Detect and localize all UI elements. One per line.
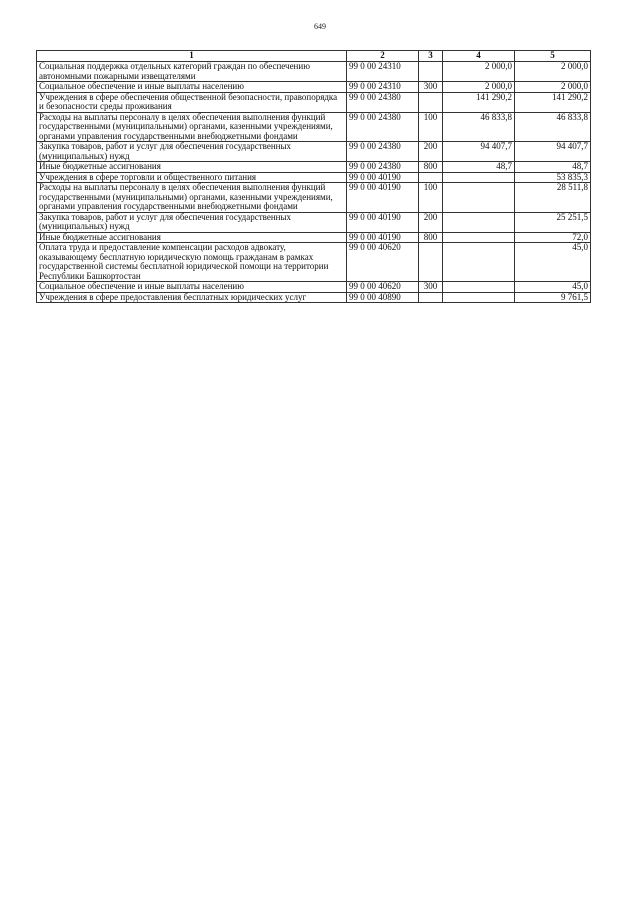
row-code: 99 0 00 24380 (347, 142, 419, 162)
row-type (419, 292, 443, 303)
table-row (37, 92, 591, 112)
table-row (37, 282, 591, 293)
table-header-row (37, 51, 591, 62)
column-header: 5 (515, 51, 591, 62)
row-value-5: 45,0 (515, 243, 591, 282)
table-row (37, 183, 591, 213)
column-header: 2 (347, 51, 419, 62)
table-row (37, 112, 591, 142)
row-code: 99 0 00 40190 (347, 212, 419, 232)
row-type: 300 (419, 282, 443, 293)
row-name: Учреждения в сфере торговли и общественного питания (37, 172, 347, 183)
row-type (419, 92, 443, 112)
row-code: 99 0 00 24380 (347, 92, 419, 112)
row-code: 99 0 00 24310 (347, 62, 419, 82)
row-value-4 (443, 243, 515, 282)
column-header: 4 (443, 51, 515, 62)
table-row (37, 142, 591, 162)
row-code: 99 0 00 40190 (347, 183, 419, 213)
row-value-5: 2 000,0 (515, 62, 591, 82)
row-code: 99 0 00 24380 (347, 162, 419, 173)
column-header: 3 (419, 51, 443, 62)
row-name: Иные бюджетные ассигнования (37, 162, 347, 173)
row-code: 99 0 00 40190 (347, 172, 419, 183)
row-value-4: 94 407,7 (443, 142, 515, 162)
row-name: Учреждения в сфере обеспечения общественной безопасности, правопорядка и безопасности среды проживания (37, 92, 347, 112)
row-value-4 (443, 282, 515, 293)
row-type (419, 62, 443, 82)
row-type (419, 243, 443, 282)
row-value-5: 72,0 (515, 232, 591, 243)
row-value-4: 2 000,0 (443, 62, 515, 82)
row-name: Учреждения в сфере предоставления бесплатных юридических услуг (37, 292, 347, 303)
row-value-5: 45,0 (515, 282, 591, 293)
row-type: 100 (419, 183, 443, 213)
row-type: 200 (419, 142, 443, 162)
row-value-4 (443, 232, 515, 243)
table-row (37, 62, 591, 82)
row-value-5: 9 761,5 (515, 292, 591, 303)
table-row (37, 172, 591, 183)
row-value-4 (443, 212, 515, 232)
row-name: Социальное обеспечение и иные выплаты населению (37, 82, 347, 93)
row-name: Расходы на выплаты персоналу в целях обеспечения выполнения функций государственными (муниципальными) органами, казенными учреждениями, органами управления государственными внебюджетными фондами (37, 183, 347, 213)
row-value-4: 48,7 (443, 162, 515, 173)
row-value-5: 2 000,0 (515, 82, 591, 93)
row-code: 99 0 00 24380 (347, 112, 419, 142)
row-value-4: 46 833,8 (443, 112, 515, 142)
row-name: Социальная поддержка отдельных категорий граждан по обеспечению автономными пожарными извещателями (37, 62, 347, 82)
table-row (37, 292, 591, 303)
row-value-5: 48,7 (515, 162, 591, 173)
budget-table (36, 50, 591, 303)
table-row (37, 243, 591, 282)
row-code: 99 0 00 40620 (347, 282, 419, 293)
row-code: 99 0 00 24310 (347, 82, 419, 93)
row-code: 99 0 00 40890 (347, 292, 419, 303)
row-value-5: 25 251,5 (515, 212, 591, 232)
row-value-5: 94 407,7 (515, 142, 591, 162)
row-name: Иные бюджетные ассигнования (37, 232, 347, 243)
row-value-5: 141 290,2 (515, 92, 591, 112)
row-value-5: 46 833,8 (515, 112, 591, 142)
row-code: 99 0 00 40620 (347, 243, 419, 282)
row-value-4 (443, 183, 515, 213)
row-type: 100 (419, 112, 443, 142)
row-name: Оплата труда и предоставление компенсации расходов адвокату, оказывающему бесплатную юридическую помощь гражданам в рамках государственной системы бесплатной юридической помощи на территории Республики Башкортостан (37, 243, 347, 282)
table-row (37, 232, 591, 243)
row-type (419, 172, 443, 183)
row-value-5: 28 511,8 (515, 183, 591, 213)
table-row (37, 212, 591, 232)
row-type: 300 (419, 82, 443, 93)
row-value-4: 141 290,2 (443, 92, 515, 112)
table-row (37, 162, 591, 173)
row-name: Расходы на выплаты персоналу в целях обеспечения выполнения функций государственными (муниципальными) органами, казенными учреждениями, органами управления государственными внебюджетными фондами (37, 112, 347, 142)
row-name: Социальное обеспечение и иные выплаты населению (37, 282, 347, 293)
row-type: 200 (419, 212, 443, 232)
row-type: 800 (419, 162, 443, 173)
row-value-5: 53 835,3 (515, 172, 591, 183)
column-header: 1 (37, 51, 347, 62)
row-name: Закупка товаров, работ и услуг для обеспечения государственных (муниципальных) нужд (37, 212, 347, 232)
row-code: 99 0 00 40190 (347, 232, 419, 243)
table-row (37, 82, 591, 93)
row-type: 800 (419, 232, 443, 243)
row-value-4 (443, 292, 515, 303)
page-number: 649 (314, 22, 326, 31)
row-value-4 (443, 172, 515, 183)
row-value-4: 2 000,0 (443, 82, 515, 93)
row-name: Закупка товаров, работ и услуг для обеспечения государственных (муниципальных) нужд (37, 142, 347, 162)
